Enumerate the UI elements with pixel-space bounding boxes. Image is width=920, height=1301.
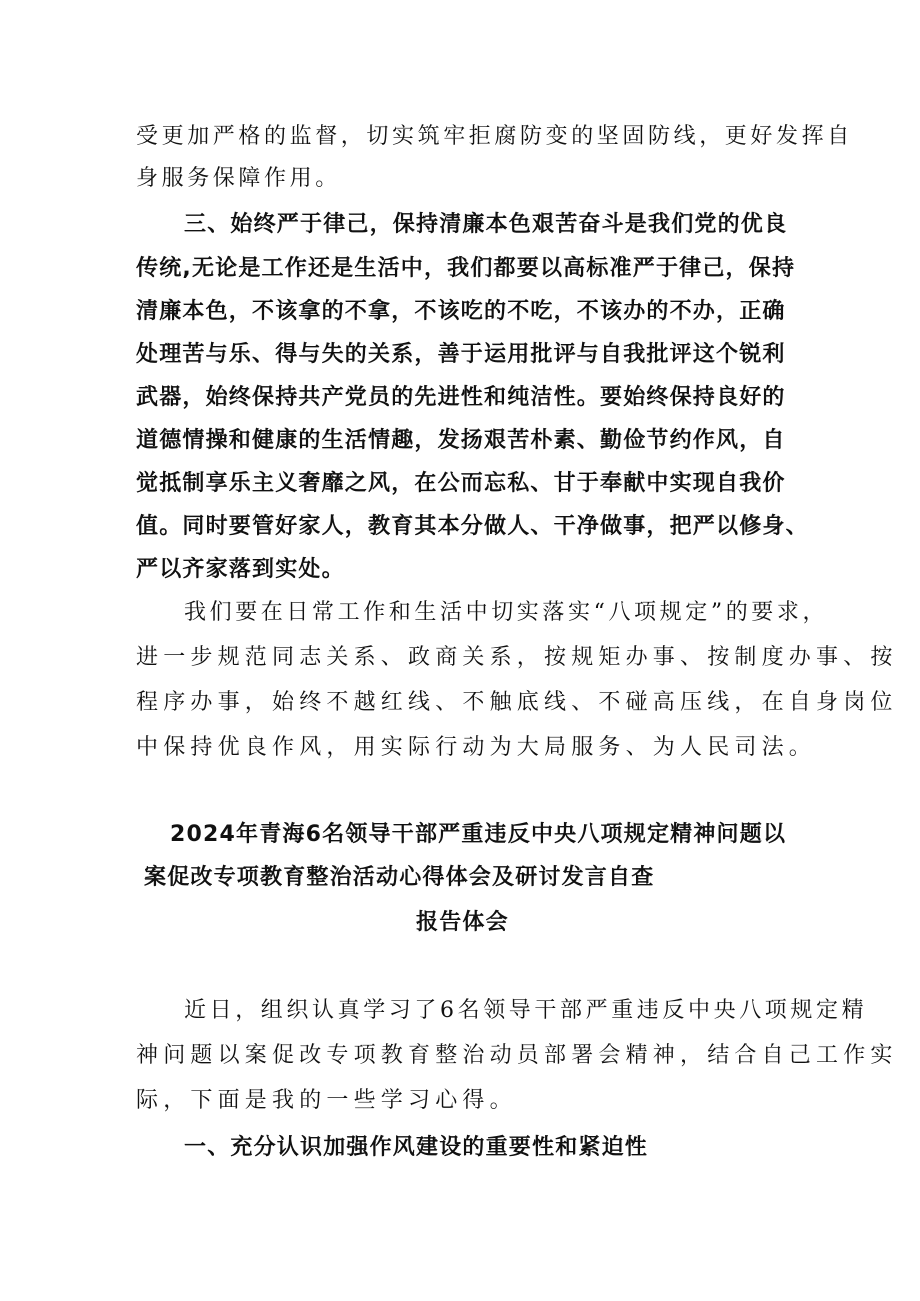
text-line: 际，下面是我的一些学习心得。 [136,1088,517,1113]
text-line: 近日，组织认真学习了6名领导干部严重违反中央八项规定精 [184,998,868,1023]
title-line: 报告体会 [416,910,509,935]
text-line: 身服务保障作用。 [136,166,341,191]
text-line: 严以齐家落到实处。 [136,557,345,582]
title-line: 案促改专项教育整治活动心得体会及研讨发言自查 [144,865,655,890]
text-line: 我们要在日常工作和生活中切实落实“八项规定”的要求， [184,600,829,625]
text-line: 受更加严格的监督，切实筑牢拒腐防变的坚固防线，更好发挥自 [136,124,853,149]
text-line: 中保持优良作风，用实际行动为大局服务、为人民司法。 [136,735,817,760]
text-line: 传统,无论是工作还是生活中，我们都要以高标准严于律己，保持 [136,256,796,281]
text-line: 道德情操和健康的生活情趣，发扬艰苦朴素、勤俭节约作风，自 [136,428,786,453]
text-line: 值。同时要管好家人，教育其本分做人、干净做事，把严以修身、 [136,514,809,539]
section-heading-one: 一、充分认识加强作风建设的重要性和紧迫性 [184,1135,649,1160]
text-line: 武器，始终保持共产党员的先进性和纯洁性。要始终保持良好的 [136,385,786,410]
section-heading: 三、始终严于律己，保持清廉本色艰苦奋斗是我们党的优良 [184,212,788,237]
text-line: 觉抵制享乐主义奢靡之风，在公而忘私、甘于奉献中实现自我价 [136,471,786,496]
text-line: 进一步规范同志关系、政商关系，按规矩办事、按制度办事、按 [136,645,898,670]
text-line: 神问题以案促改专项教育整治动员部署会精神，结合自己工作实 [136,1043,898,1068]
text-line: 程序办事，始终不越红线、不触底线、不碰高压线，在自身岗位 [136,690,898,715]
title-line: 2024年青海6名领导干部严重违反中央八项规定精神问题以 [170,822,787,847]
text-line: 清廉本色，不该拿的不拿，不该吃的不吃，不该办的不办，正确 [136,299,786,324]
text-line: 处理苦与乐、得与失的关系，善于运用批评与自我批评这个锐利 [136,342,786,367]
